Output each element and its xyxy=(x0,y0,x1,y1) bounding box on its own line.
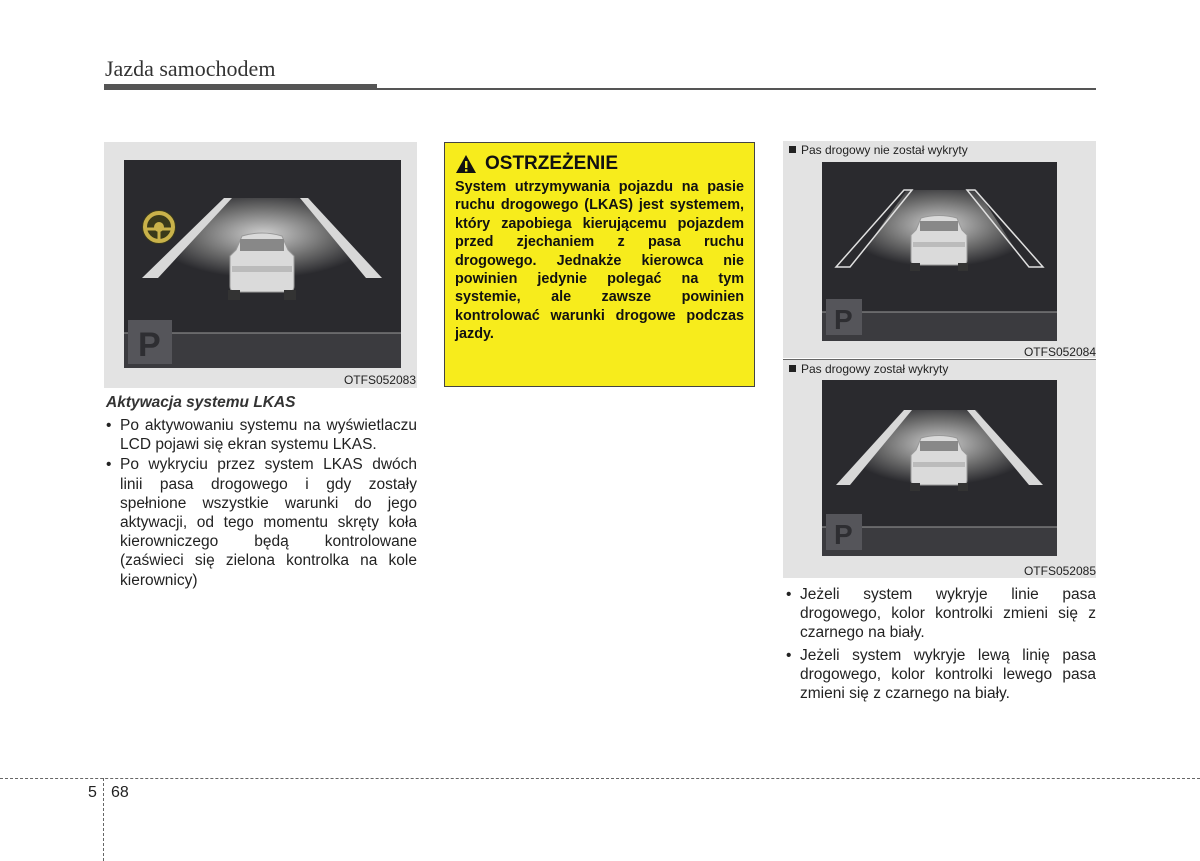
list-item: • Po aktywowaniu systemu na wyświetlaczu LCD pojawi się ekran systemu LKAS. xyxy=(106,416,417,454)
header-rule-thick xyxy=(104,84,377,90)
figure-lane-not-detected xyxy=(783,141,1096,358)
figure-code: OTFS052083 xyxy=(343,373,416,387)
lkas-lcd-screen xyxy=(124,160,401,368)
figure-caption xyxy=(789,143,968,157)
figure-caption-text: Pas drogowy nie został wykryty xyxy=(801,143,968,157)
lkas-lcd-screen xyxy=(822,380,1057,556)
car-rear-icon xyxy=(910,216,968,272)
figure-code: OTFS052085 xyxy=(1023,564,1096,578)
figure-lane-detected xyxy=(783,360,1096,578)
steering-wheel-icon xyxy=(142,210,176,244)
warning-title-row xyxy=(455,153,744,175)
list-item: • Po wykryciu przez system LKAS dwóch linii pasa drogowego i gdy zostały spełnione wszystkie warunki do jego aktywacji, od tego momentu skręty koła kierowniczego będą kontrolowane (zaświeci się zielona kontrolka na kole kierownicy) xyxy=(106,455,417,589)
figure-caption xyxy=(789,362,948,376)
warning-title: OSTRZEŻENIE xyxy=(485,153,619,174)
list-item: • Jeżeli system wykryje lewą linię pasa drogowego, kolor kontrolki lewego pasa zmieni się z czarnego na biały. xyxy=(786,646,1096,704)
svg-text:P: P xyxy=(834,304,853,335)
figure-code: OTFS052084 xyxy=(1023,345,1096,359)
figure-caption-text: Pas drogowy został wykryty xyxy=(801,362,949,376)
chapter-number: 5 xyxy=(88,784,97,801)
figure-lkas-activation xyxy=(104,142,417,388)
warning-triangle-icon xyxy=(455,154,477,174)
lkas-lcd-screen xyxy=(822,162,1057,341)
page-number: 68 xyxy=(111,784,129,801)
header-rule-thin xyxy=(377,88,1096,90)
lkas-p-icon xyxy=(826,514,862,550)
footer-dashed-rule xyxy=(0,778,1200,779)
svg-text:P: P xyxy=(834,519,853,550)
left-bullet-list xyxy=(106,416,417,591)
section-heading: Aktywacja systemu LKAS xyxy=(106,394,296,411)
car-rear-icon xyxy=(910,436,968,492)
lkas-p-icon xyxy=(128,320,172,364)
warning-box xyxy=(444,142,755,387)
lkas-p-icon xyxy=(826,299,862,335)
list-item: • Jeżeli system wykryje linie pasa drogowego, kolor kontrolki zmieni się z czarnego na biały. xyxy=(786,585,1096,643)
footer-vertical-dashed-rule xyxy=(103,778,104,861)
svg-text:P: P xyxy=(138,326,161,364)
page-header-title: Jazda samochodem xyxy=(105,56,276,81)
warning-body: System utrzymywania pojazdu na pasie ruchu drogowego (LKAS) jest systemem, który zapobiega kierującemu pojazdem przed zjechaniem z pasa ruchu drogowego. Jednakże kierowca nie powinien jedynie polegać na tym systemie, ale zawsze powinien kontrolować warunki drogowe podczas jazdy. xyxy=(455,179,744,343)
right-bullet-list xyxy=(786,585,1096,704)
